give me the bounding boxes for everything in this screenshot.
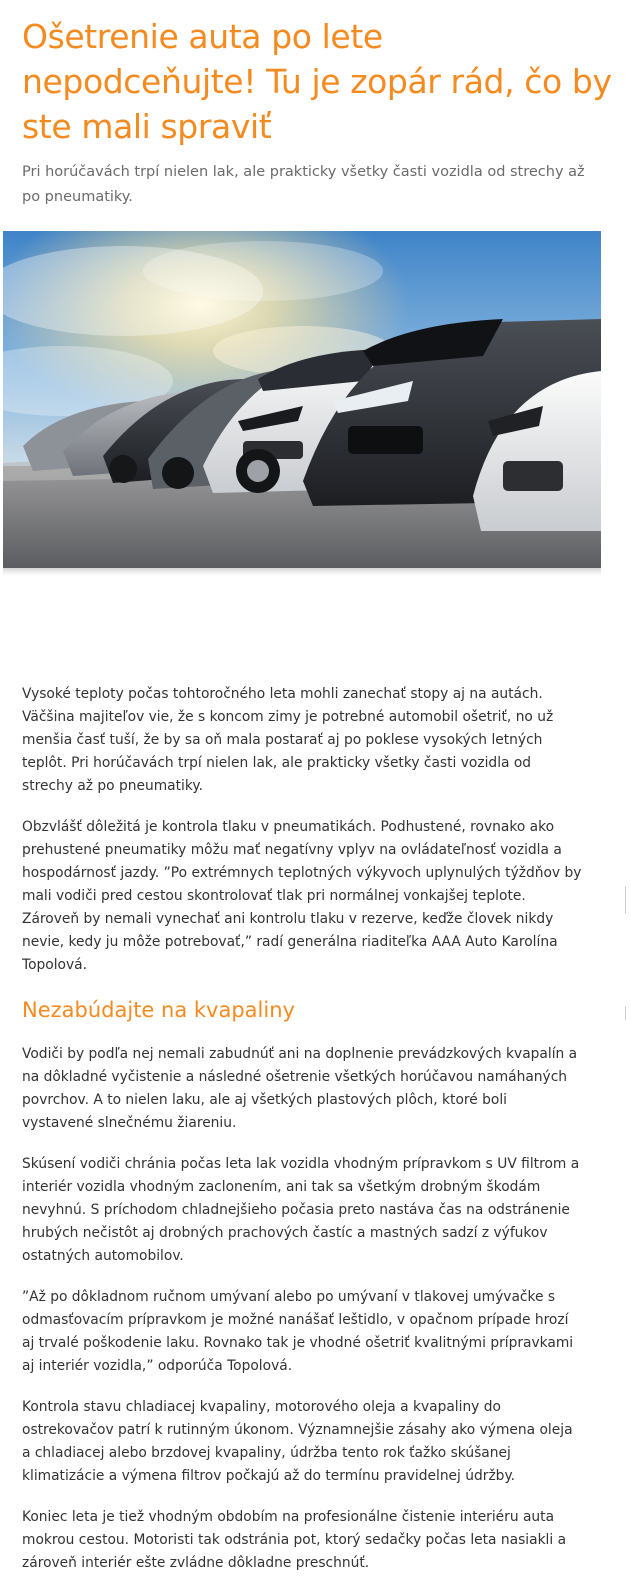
paragraph: Kontrola stavu chladiacej kvapaliny, motorového oleja a kvapaliny do ostrekovačov patrí k rutinným úkonom. Významnejšie zásahy ako výmena oleja a chladiacej alebo brzdovej kvapaliny, údržba tento rok ťažko skúšanej klimatizácie a výmena filtrov počkajú až do termínu pravidelnej údržby. [22, 1399, 573, 1484]
paragraph: Vodiči by podľa nej nemali zabudnúť ani na doplnenie prevádzkových kvapalín a na dôkladné vyčistenie a následné ošetrenie všetkých horúčavou namáhaných povrchov. A to nielen laku, ale aj všetkých plastových plôch, ktoré boli vystavené slnečnému žiareniu. [22, 1046, 578, 1131]
side-marker [625, 1006, 626, 1020]
article-perex: Pri horúčavách trpí nielen lak, ale prakticky všetky časti vozidla od strechy až po pneumatiky. [22, 164, 585, 205]
paragraph: Skúsení vodiči chránia počas leta lak vozidla vhodným prípravkom s UV filtrom a interiér vozidla vhodným zaclonením, ani tak sa všetkým drobným škodám nevyhnú. S príchodom chladnejšieho počasia preto nastáva čas na odstránenie hrubých nečistôt aj drobných prachových častíc a mastných sadzí z výfukov ostatných automobilov. [22, 1156, 580, 1264]
article-body [22, 683, 582, 1593]
hero-image [3, 231, 601, 568]
paragraph: Vysoké teploty počas tohtoročného leta mohli zanechať stopy aj na autách. Väčšina majiteľov vie, že s koncom zimy je potrebné automobil ošetriť, no už menšia časť tuší, že by sa oň mala postarať aj po poklese vysokých letných teplôt. Pri horúčavách trpí nielen lak, ale prakticky všetky časti vozidla od strechy až po pneumatiky. [22, 686, 554, 794]
section-heading: Nezabúdajte na kvapaliny [22, 998, 295, 1022]
paragraph: ”Až po dôkladnom ručnom umývaní alebo po umývaní v tlakovej umývačke s odmasťovacím prípravkom je možné nanášať leštidlo, v opačnom prípade hrozí aj trvalé poškodenie laku. Rovnako tak je vhodné ošetriť kvalitnými prípravkami aj interiér vozidla,” odporúča Topolová. [22, 1289, 574, 1374]
hero-image-graphic [3, 231, 601, 568]
paragraph: Koniec leta je tiež vhodným obdobím na profesionálne čistenie interiéru auta mokrou cestou. Motoristi tak odstránia pot, ktorý sedačky počas leta nasiakli a zároveň interiér ešte zvládne dôkladne preschnúť. [22, 1509, 567, 1571]
hero-image-shadow [3, 568, 601, 576]
side-marker [625, 886, 626, 914]
paragraph: Obzvlášť dôležitá je kontrola tlaku v pneumatikách. Podhustené, rovnako ako prehustené pneumatiky môžu mať negatívny vplyv na ovládateľnosť vozidla a hospodárnosť jazdy. ”Po extrémnych teplotných výkyvoch uplynulých týždňov by mali vodiči pred cestou skontrolovať tlak pri normálnej vonkajšej teplote. Zároveň by nemali vynechať ani kontrolu tlaku v rezerve, keďže človek nikdy nevie, kedy ju môže potrebovať,” radí generálna riaditeľka AAA Auto Karolína Topolová. [22, 819, 582, 973]
article-title: Ošetrenie auta po lete nepodceňujte! Tu je zopár rád, čo by ste mali spraviť [22, 17, 612, 146]
